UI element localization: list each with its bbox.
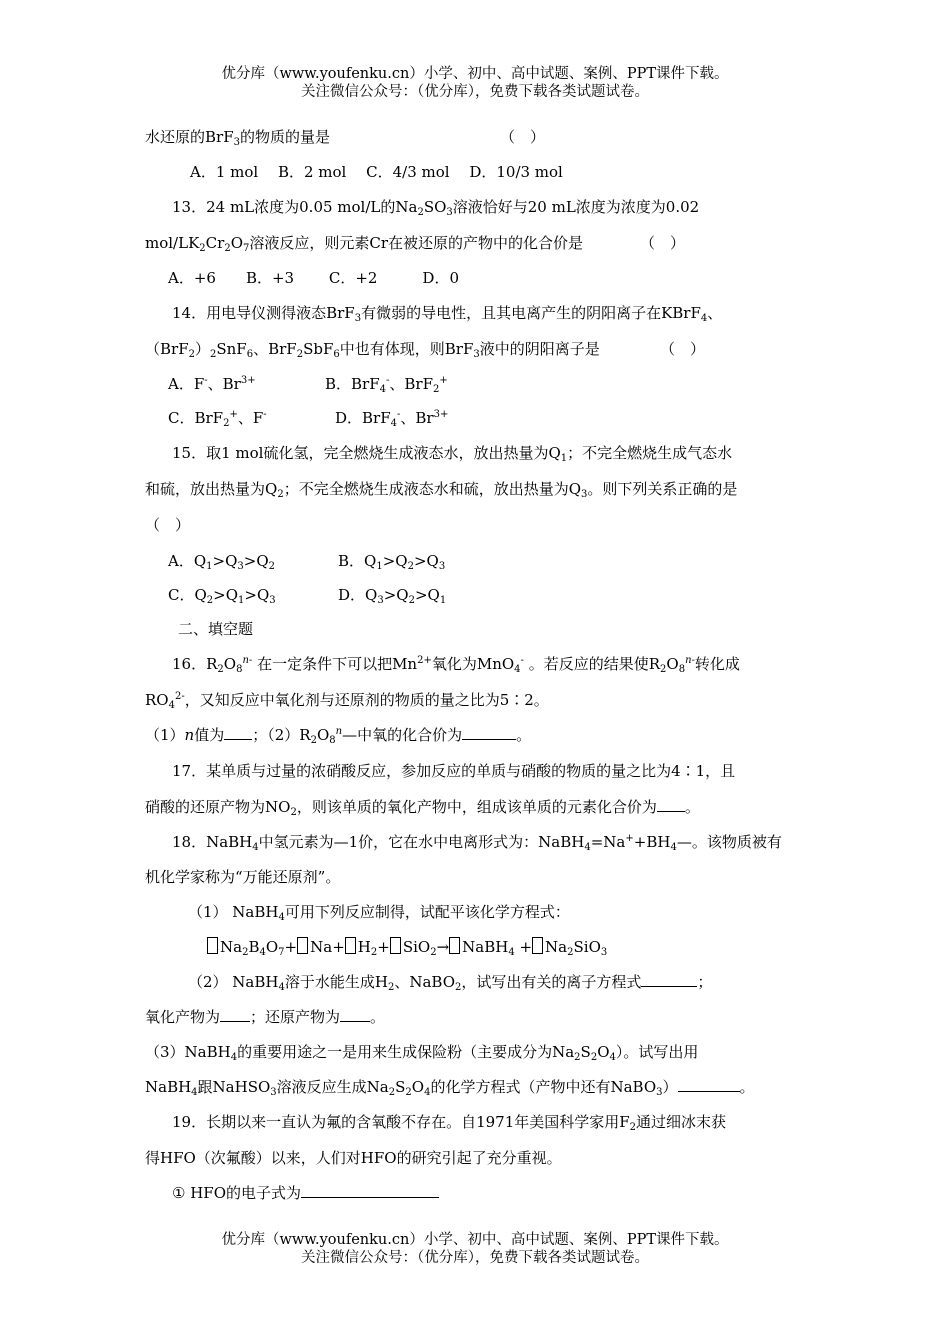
q18-part3-line2: NaBH$_4$跟NaHSO$_3$溶液反应生成$Na_2S_2O_4$的化学方程式（产物中还有NaBO$_3$） 。	[145, 1078, 755, 1098]
coef-box-5[interactable]	[449, 937, 460, 954]
coef-box-4[interactable]	[390, 937, 401, 954]
coef-box-3[interactable]	[345, 937, 356, 954]
footer-line-1: 优分库（www.youfenku.cn）小学、初中、高中试题、案例、PPT课件下载。	[221, 1232, 729, 1248]
coef-box-1[interactable]	[207, 937, 218, 954]
q18-part2-prompt: （2） NaBH$_4$溶于水能生成$H_2$、NaBO$_2$，试写出有关的离子方程式 ；	[188, 973, 713, 993]
q13-answer-bracket: （ ）	[640, 234, 686, 252]
q14-stem-line2: $(BrF_2)_2SnF_6$、BrF$_2$SbF$_6$中也有体现，则BrF$_3$液中的阴阳离子是	[145, 340, 600, 360]
q16-stem-line1: 16．$R_2O_8^{n-}$ 在一定条件下可以把$Mn^{2+}$氧化为MnO$_4$- 。若反应的结果使$R_2O_8^{n-}$转化成	[172, 655, 740, 675]
q14-option-c: C．BrF$_2$+、F-	[168, 409, 267, 429]
q18-stem-line1: 18．NaBH$_4$中氢元素为—1价，它在水中电离形式为：$NaBH_4=Na^++BH_4—$。该物质被有	[172, 833, 782, 853]
q16-stem-line2: $RO_4^{2-}$，又知反应中氧化剂与还原剂的物质的量之比为5∶2。	[145, 691, 549, 711]
q13-stem-line1: 13．24 mL浓度为0.05 mol/L的$Na_2SO_3$溶液恰好与20 mL浓度为浓度为0.02	[172, 198, 700, 218]
q12-stem: 水还原的BrF$_3$的物质的量是	[145, 128, 330, 148]
q18-blank-ionic-equation[interactable]	[641, 972, 697, 987]
coef-box-6[interactable]	[532, 937, 543, 954]
q12-options: A．1 mol B．2 mol C．4/3 mol D．10/3 mol	[190, 163, 563, 181]
q13-options: A．+6 B．+3 C．+2 D．0	[168, 269, 460, 287]
q14-option-d: D．BrF$_4$-、$Br^{3+}$	[335, 409, 449, 429]
header-line-2: 关注微信公众号：（优分库），免费下载各类试题试卷。	[301, 84, 649, 100]
q14-answer-bracket: （ ）	[660, 340, 706, 358]
q18-blank-oxidation-product[interactable]	[220, 1007, 250, 1022]
section-fill-in-heading: 二、填空题	[178, 620, 254, 638]
q19-blank-electron-formula[interactable]	[301, 1183, 439, 1198]
q15-stem-line2: 和硫，放出热量为$Q_2$；不完全燃烧生成液态水和硫，放出热量为$Q_3$。则下列关系正确的是	[145, 480, 738, 500]
q19-part1: ① HFO的电子式为	[172, 1183, 439, 1203]
q15-option-d: D．$Q_3>Q_2>Q_1$	[338, 586, 447, 606]
q15-stem-line1: 15．取1 mol硫化氢，完全燃烧生成液态水，放出热量为$Q_1$；不完全燃烧生成气态水	[172, 444, 733, 464]
q19-stem-line1: 19．长期以来一直认为氟的含氧酸不存在。自1971年美国科学家用$F_2$通过细冰末获	[172, 1113, 727, 1133]
q18-part2-products: 氧化产物为 ；还原产物为 。	[145, 1008, 386, 1026]
footer-line-2: 关注微信公众号：（优分库），免费下载各类试题试卷。	[301, 1250, 649, 1266]
q16-blank-oxygen-valence[interactable]	[462, 725, 516, 740]
q15-answer-bracket: （ ）	[145, 516, 191, 534]
q18-part3-line1: （3）NaBH$_4$的重要用途之一是用来生成保险粉（主要成分为$Na_2S_2O_4$）。试写出用	[145, 1043, 699, 1063]
q18-stem-line2: 机化学家称为“万能还原剂”。	[145, 868, 341, 886]
q17-stem-line1: 17．某单质与过量的浓硝酸反应，参加反应的单质与硝酸的物质的量之比为4∶1，且	[172, 762, 736, 780]
header-line-1: 优分库（www.youfenku.cn）小学、初中、高中试题、案例、PPT课件下载。	[221, 66, 729, 82]
q17-stem-line2: 硝酸的还原产物为$NO_2$，则该单质的氧化产物中，组成该单质的元素化合价为 。	[145, 798, 700, 818]
q16-blank-n[interactable]	[224, 725, 252, 740]
q18-blank-reduction-product[interactable]	[340, 1007, 370, 1022]
q16-blanks-line: （1）n值为 ；$(2)R_2O_8^n—$中氧的化合价为 。	[145, 726, 532, 746]
coef-box-2[interactable]	[297, 937, 308, 954]
q15-option-c: C．$Q_2>Q_1>Q_3$	[168, 586, 276, 606]
q14-option-a: A．F-、$Br^{3+}$	[168, 375, 256, 393]
q19-stem-line2: 得HFO（次氟酸）以来，人们对HFO的研究引起了充分重视。	[145, 1149, 562, 1167]
q15-option-b: B．$Q_1>Q_2>Q_3$	[338, 552, 446, 572]
q15-option-a: A．$Q_1>Q_3>Q_2$	[168, 552, 276, 572]
q18-balance-equation: $Na_2B_4O_7+ Na+ H_2+ SiO_2\to$ NaBH$_4$ + $Na_2SiO_3$	[207, 937, 607, 957]
q12-answer-bracket: （ ）	[500, 128, 546, 146]
q13-stem-line2: mol/$LK_2Cr_2O_7$溶液反应，则元素Cr在被还原的产物中的化合价是	[145, 234, 584, 254]
q14-stem-line1: 14．用电导仪测得液态BrF$_3$有微弱的导电性，且其电离产生的阴阳离子在KBrF$_4$、	[172, 304, 723, 324]
q18-part1-prompt: （1） NaBH$_4$可用下列反应制得，试配平该化学方程式：	[188, 903, 570, 923]
q14-option-b: B．BrF$_4$-、BrF$_2$+	[325, 375, 448, 395]
q17-blank[interactable]	[657, 797, 685, 812]
q18-blank-chemical-equation[interactable]	[678, 1077, 740, 1092]
